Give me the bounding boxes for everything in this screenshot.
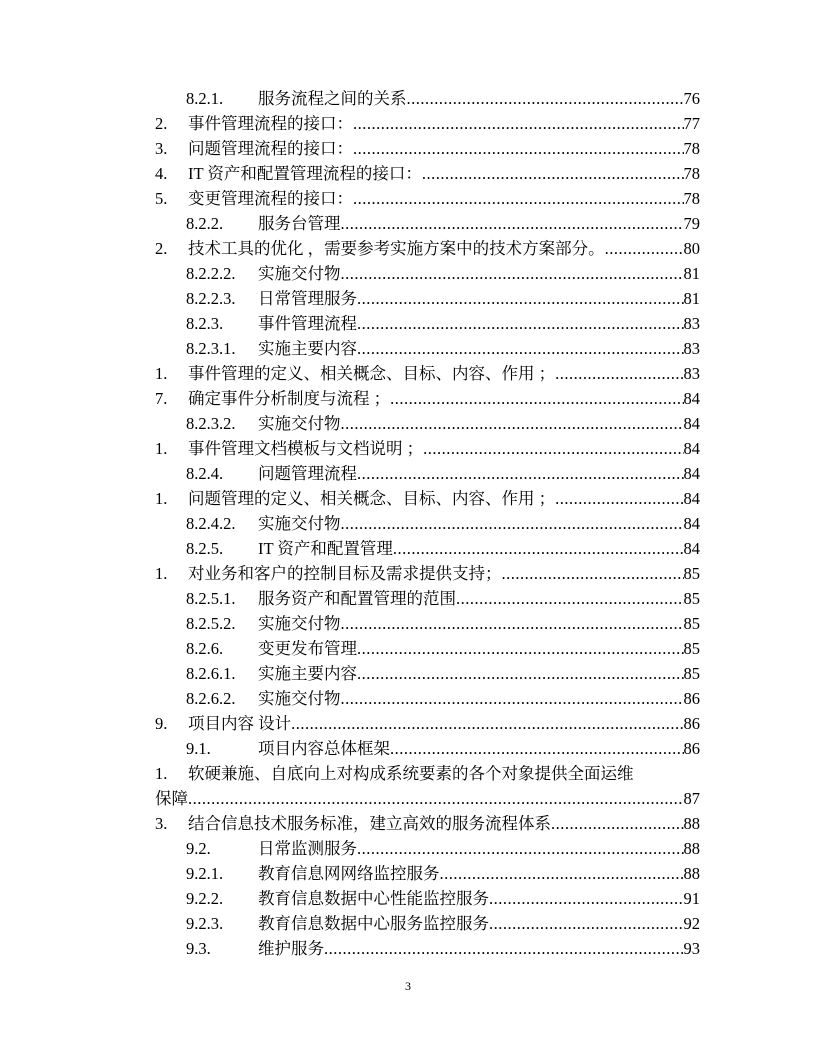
toc-leader-dots xyxy=(423,436,683,461)
toc-entry-line xyxy=(155,211,700,236)
toc-entry-number: 2. xyxy=(155,239,168,258)
toc-leader-dots xyxy=(353,136,684,161)
toc-leader-dots xyxy=(341,686,684,711)
toc-entry[interactable] xyxy=(155,411,700,436)
toc-entry-title: 日常监测服务 xyxy=(258,839,357,858)
toc-entry[interactable] xyxy=(155,736,700,761)
toc-page-number: 77 xyxy=(683,114,700,133)
toc-page-number: 83 xyxy=(683,364,700,383)
toc-entry-line xyxy=(155,561,700,586)
toc-leader-dots xyxy=(291,711,683,736)
toc-entry-line xyxy=(155,661,700,686)
toc-entry[interactable] xyxy=(155,336,700,361)
toc-entry-title: 事件管理的定义、相关概念、目标、内容、作用 ； xyxy=(188,364,556,383)
toc-entry-line xyxy=(155,536,700,561)
toc-entry-title: 项目内容 设计 xyxy=(188,714,292,733)
toc-entry-line xyxy=(155,336,700,361)
toc-entry-number: 9.2.1. xyxy=(186,864,224,883)
toc-leader-dots xyxy=(324,936,684,961)
toc-page-number: 80 xyxy=(683,239,700,258)
toc-leader-dots xyxy=(357,636,684,661)
toc-entry[interactable] xyxy=(155,186,700,211)
toc-entry[interactable] xyxy=(155,611,700,636)
toc-entry-number: 4. xyxy=(155,164,168,183)
toc-entry-line xyxy=(155,386,700,411)
toc-page-number: 85 xyxy=(683,564,700,583)
toc-entry-number: 9.2.3. xyxy=(186,914,224,933)
toc-entry[interactable] xyxy=(155,861,700,886)
toc-entry-number: 3. xyxy=(155,814,168,833)
toc-entry-number: 8.2.2.3. xyxy=(186,289,236,308)
toc-entry-title: 事件管理流程的接口： xyxy=(188,114,353,133)
toc-entry[interactable] xyxy=(155,711,700,736)
toc-page-number: 84 xyxy=(683,539,700,558)
toc-leader-dots xyxy=(489,911,684,936)
toc-entry-title: 实施主要内容 xyxy=(258,664,357,683)
toc-page-number: 88 xyxy=(683,864,700,883)
toc-entry-number: 8.2.3.2. xyxy=(186,414,236,433)
toc-entry-number: 3. xyxy=(155,139,168,158)
toc-entry-title: 教育信息数据中心性能监控服务 xyxy=(258,889,489,908)
toc-page-number: 78 xyxy=(683,139,700,158)
toc-entry-line xyxy=(155,511,700,536)
toc-leader-dots xyxy=(440,861,684,886)
toc-entry-title: 软硬兼施、自底向上对构成系统要素的各个对象提供全面运维 xyxy=(188,764,634,783)
toc-entry-line xyxy=(155,811,700,836)
toc-entry-number: 8.2.6.2. xyxy=(186,689,236,708)
toc-page-number: 84 xyxy=(683,439,700,458)
toc-leader-dots xyxy=(422,161,684,186)
toc-entry-title: 问题管理流程的接口： xyxy=(188,139,353,158)
toc-entry[interactable] xyxy=(155,111,700,136)
toc-entry-line xyxy=(155,636,700,661)
toc-page-number: 78 xyxy=(683,164,700,183)
toc-page-number: 81 xyxy=(683,264,700,283)
toc-leader-dots xyxy=(555,486,683,511)
toc-entry[interactable] xyxy=(155,761,700,811)
toc-page-number: 87 xyxy=(683,789,700,808)
toc-entry-title: IT 资产和配置管理 xyxy=(258,539,393,558)
toc-entry[interactable] xyxy=(155,811,700,836)
toc-leader-dots xyxy=(390,386,683,411)
toc-entry-number: 8.2.4.2. xyxy=(186,514,236,533)
toc-entry-title: 问题管理的定义、相关概念、目标、内容、作用 ； xyxy=(188,489,556,508)
toc-entry-title: 事件管理文档模板与文档说明 ； xyxy=(188,439,424,458)
toc-entry-title: 结合信息技术服务标准，建立高效的服务流程体系 xyxy=(188,814,551,833)
toc-entry-line xyxy=(155,361,700,386)
toc-leader-dots xyxy=(393,536,684,561)
toc-entry-line xyxy=(155,836,700,861)
toc-entry-number: 9. xyxy=(155,714,168,733)
toc-entry[interactable] xyxy=(155,636,700,661)
toc-entry-title: 教育信息数据中心服务监控服务 xyxy=(258,914,489,933)
toc-entry-title: 实施交付物 xyxy=(258,414,341,433)
toc-entry-number: 8.2.4. xyxy=(186,464,224,483)
toc-entry-number: 8.2.3.1. xyxy=(186,339,236,358)
toc-entry-line xyxy=(155,161,700,186)
toc-leader-dots xyxy=(357,661,684,686)
toc-leader-dots xyxy=(489,886,684,911)
toc-entry-line xyxy=(155,861,700,886)
toc-page-number: 86 xyxy=(683,739,700,758)
toc-entry-title: 变更管理流程的接口： xyxy=(188,189,353,208)
toc-entry-title: 变更发布管理 xyxy=(258,639,357,658)
toc-entry-number: 9.2.2. xyxy=(186,889,224,908)
toc-entry[interactable] xyxy=(155,136,700,161)
toc-entry[interactable] xyxy=(155,686,700,711)
toc-entry-number: 8.2.3. xyxy=(186,314,224,333)
toc-page-number: 83 xyxy=(683,339,700,358)
toc-page-number: 85 xyxy=(683,664,700,683)
toc-entry[interactable] xyxy=(155,561,700,586)
toc-page-number: 84 xyxy=(683,414,700,433)
toc-entry-title: 实施交付物 xyxy=(258,614,341,633)
toc-entry-title-continued: 保障 xyxy=(155,789,188,808)
toc-entry-number: 8.2.6.1. xyxy=(186,664,236,683)
toc-page-number: 83 xyxy=(683,314,700,333)
toc-page-number: 84 xyxy=(683,489,700,508)
toc-entry-number: 9.2. xyxy=(186,839,211,858)
toc-page-number: 92 xyxy=(683,914,700,933)
toc-leader-dots xyxy=(502,561,684,586)
toc-leader-dots xyxy=(341,611,684,636)
toc-entry-line xyxy=(155,611,700,636)
toc-entry-line xyxy=(155,286,700,311)
toc-entry-title: 问题管理流程 xyxy=(258,464,357,483)
toc-entry[interactable] xyxy=(155,836,700,861)
toc-entry-line xyxy=(155,761,700,786)
toc-entry-line xyxy=(155,486,700,511)
toc-entry-title: 项目内容总体框架 xyxy=(258,739,390,758)
toc-page-number: 78 xyxy=(683,189,700,208)
toc-entry[interactable] xyxy=(155,461,700,486)
toc-entry-line xyxy=(155,886,700,911)
toc-entry-line xyxy=(155,786,700,811)
toc-entry[interactable] xyxy=(155,386,700,411)
toc-entry-title: 实施交付物 xyxy=(258,689,341,708)
toc-entry-title: 技术工具的优化 ，需要参考实施方案中的技术方案部分。 xyxy=(188,239,605,258)
toc-entry[interactable] xyxy=(155,886,700,911)
toc-entry-line xyxy=(155,586,700,611)
toc-entry-number: 1. xyxy=(155,764,168,783)
toc-entry-title: 实施交付物 xyxy=(258,514,341,533)
toc-entry[interactable] xyxy=(155,311,700,336)
toc-leader-dots xyxy=(555,361,683,386)
toc-leader-dots xyxy=(551,811,684,836)
toc-leader-dots xyxy=(341,261,684,286)
toc-entry-number: 8.2.6. xyxy=(186,639,224,658)
toc-entry-line xyxy=(155,911,700,936)
toc-entry-number: 2. xyxy=(155,114,168,133)
toc-entry-title: IT 资产和配置管理流程的接口： xyxy=(188,164,422,183)
toc-entry[interactable] xyxy=(155,86,700,111)
toc-page-number: 86 xyxy=(683,714,700,733)
toc-entry[interactable] xyxy=(155,911,700,936)
toc-entry[interactable] xyxy=(155,211,700,236)
toc-entry-number: 8.2.1. xyxy=(186,89,224,108)
toc-leader-dots xyxy=(341,411,684,436)
toc-entry[interactable] xyxy=(155,236,700,261)
toc-entry-number: 1. xyxy=(155,489,168,508)
toc-entry-number: 8.2.5.1. xyxy=(186,589,236,608)
toc-leader-dots xyxy=(357,286,684,311)
table-of-contents xyxy=(155,86,700,961)
toc-page-number: 84 xyxy=(683,514,700,533)
toc-entry-title: 对业务和客户的控制目标及需求提供支持； xyxy=(188,564,502,583)
toc-entry-line xyxy=(155,86,700,111)
toc-page-number: 88 xyxy=(683,839,700,858)
toc-entry-number: 8.2.2.2. xyxy=(186,264,236,283)
toc-leader-dots xyxy=(390,736,684,761)
toc-leader-dots xyxy=(341,511,684,536)
toc-entry-title: 实施主要内容 xyxy=(258,339,357,358)
page-number-footer: 3 xyxy=(405,979,411,993)
toc-leader-dots xyxy=(188,786,684,811)
toc-entry-number: 1. xyxy=(155,439,168,458)
toc-leader-dots xyxy=(357,311,684,336)
toc-leader-dots xyxy=(353,111,684,136)
toc-entry-number: 7. xyxy=(155,389,168,408)
toc-entry[interactable] xyxy=(155,936,700,961)
toc-entry[interactable] xyxy=(155,486,700,511)
toc-entry[interactable] xyxy=(155,436,700,461)
toc-entry-line xyxy=(155,461,700,486)
toc-leader-dots xyxy=(357,836,684,861)
toc-entry-number: 9.3. xyxy=(186,939,211,958)
toc-entry-title: 实施交付物 xyxy=(258,264,341,283)
toc-entry[interactable] xyxy=(155,661,700,686)
toc-entry[interactable] xyxy=(155,361,700,386)
toc-page-number: 79 xyxy=(683,214,700,233)
toc-page-number: 84 xyxy=(683,389,700,408)
toc-leader-dots xyxy=(357,336,684,361)
toc-page-number: 86 xyxy=(683,689,700,708)
toc-entry[interactable] xyxy=(155,586,700,611)
toc-leader-dots xyxy=(605,236,684,261)
toc-entry-line xyxy=(155,111,700,136)
toc-entry-number: 1. xyxy=(155,364,168,383)
toc-entry[interactable] xyxy=(155,161,700,186)
toc-page-number: 76 xyxy=(683,89,700,108)
toc-entry[interactable] xyxy=(155,536,700,561)
toc-entry[interactable] xyxy=(155,511,700,536)
toc-entry-line xyxy=(155,736,700,761)
toc-entry-line xyxy=(155,261,700,286)
toc-entry[interactable] xyxy=(155,261,700,286)
toc-entry-title: 教育信息网网络监控服务 xyxy=(258,864,440,883)
toc-page-number: 84 xyxy=(683,464,700,483)
toc-page-number: 88 xyxy=(683,814,700,833)
toc-entry-line xyxy=(155,711,700,736)
toc-entry-title: 维护服务 xyxy=(258,939,324,958)
toc-entry-line xyxy=(155,236,700,261)
toc-entry-line xyxy=(155,311,700,336)
toc-page-number: 93 xyxy=(683,939,700,958)
toc-entry-title: 确定事件分析制度与流程 ； xyxy=(188,389,391,408)
toc-entry-number: 8.2.5.2. xyxy=(186,614,236,633)
toc-leader-dots xyxy=(407,86,684,111)
toc-entry-title: 日常管理服务 xyxy=(258,289,357,308)
toc-leader-dots xyxy=(456,586,684,611)
toc-entry-line xyxy=(155,136,700,161)
toc-entry-number: 9.1. xyxy=(186,739,211,758)
toc-entry-line xyxy=(155,936,700,961)
toc-entry-number: 1. xyxy=(155,564,168,583)
toc-entry-line xyxy=(155,411,700,436)
toc-page-number: 85 xyxy=(683,614,700,633)
toc-leader-dots xyxy=(353,186,684,211)
toc-entry-number: 8.2.5. xyxy=(186,539,224,558)
toc-entry-title: 服务台管理 xyxy=(258,214,341,233)
toc-entry-number: 8.2.2. xyxy=(186,214,224,233)
toc-entry-title: 服务资产和配置管理的范围 xyxy=(258,589,456,608)
toc-leader-dots xyxy=(341,211,684,236)
toc-entry-line xyxy=(155,686,700,711)
toc-page-number: 91 xyxy=(683,889,700,908)
toc-entry[interactable] xyxy=(155,286,700,311)
toc-entry-title: 事件管理流程 xyxy=(258,314,357,333)
toc-entry-line xyxy=(155,186,700,211)
toc-entry-number: 5. xyxy=(155,189,168,208)
toc-entry-line xyxy=(155,436,700,461)
toc-page-number: 81 xyxy=(683,289,700,308)
toc-leader-dots xyxy=(357,461,684,486)
toc-page-number: 85 xyxy=(683,589,700,608)
toc-page-number: 85 xyxy=(683,639,700,658)
toc-entry-title: 服务流程之间的关系 xyxy=(258,89,407,108)
